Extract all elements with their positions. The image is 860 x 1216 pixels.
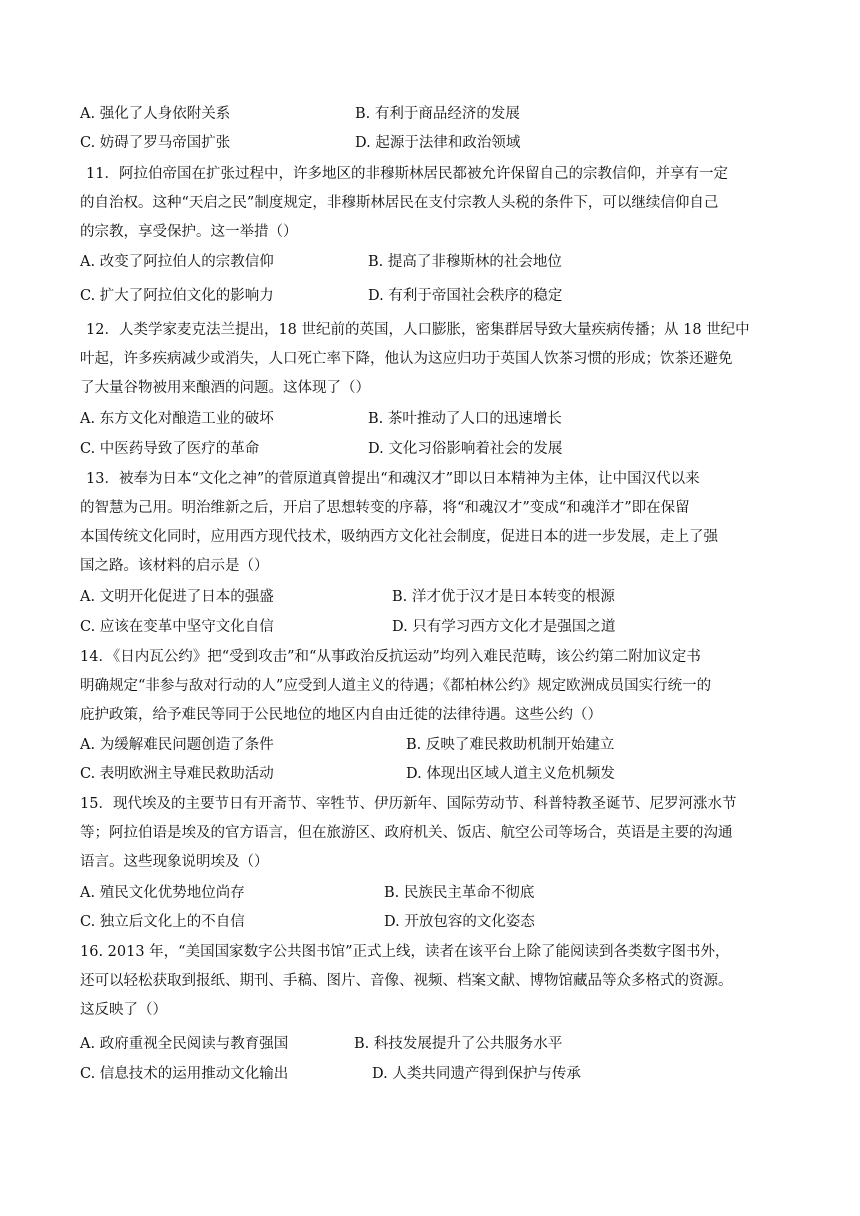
q16-option-b: B. 科技发展提升了公共服务水平 xyxy=(354,1036,563,1052)
q16-stem-line-3: 这反映了（） xyxy=(80,1002,167,1018)
q12-stem-line-2: 叶起，许多疾病减少或消失，人口死亡率下降，他认为这应归功于英国人饮茶习惯的形成；饮茶还避免 xyxy=(80,351,733,367)
q15-stem-line-3: 语言。这些现象说明埃及（） xyxy=(80,854,269,870)
q11-option-b: B. 提高了非穆斯林的社会地位 xyxy=(368,254,562,270)
q13-stem-line-3: 本国传统文化同时，应用西方现代技术，吸纳西方文化社会制度，促进日本的进一步发展，走上了强 xyxy=(80,529,718,545)
q11-option-d: D. 有利于帝国社会秩序的稳定 xyxy=(368,288,563,304)
q14-stem-line-3: 庇护政策，给予难民等同于公民地位的地区内自由迁徙的法律待遇。这些公约（） xyxy=(80,707,602,723)
q13-stem-line-4: 国之路。该材料的启示是（） xyxy=(80,558,269,574)
q12-option-d: D. 文化习俗影响着社会的发展 xyxy=(368,441,563,457)
q14-stem-line-2: 明确规定“非参与敌对行动的人”应受到人道主义的待遇；《都柏林公约》规定欧洲成员国实行统一的 xyxy=(80,678,712,694)
q10-option-b: B. 有利于商品经济的发展 xyxy=(355,106,520,122)
q16-stem-line-1: 16. 2013 年，“美国国家数字公共图书馆”正式上线，读者在该平台上除了能阅读到各类数字图书外， xyxy=(80,944,730,960)
q16-option-d: D. 人类共同遗产得到保护与传承 xyxy=(372,1066,581,1082)
q10-option-a: A. 强化了人身依附关系 xyxy=(80,106,231,122)
q12-option-a: A. 东方文化对酿造工业的破坏 xyxy=(80,411,274,427)
q10-option-d: D. 起源于法律和政治领域 xyxy=(355,135,521,151)
q13-option-c: C. 应该在变革中坚守文化自信 xyxy=(80,619,274,635)
q11-stem-line-2: 的自治权。这种“天启之民”制度规定，非穆斯林居民在支付宗教人头税的条件下，可以继续信仰自己 xyxy=(80,195,719,211)
q14-option-a: A. 为缓解难民问题创造了条件 xyxy=(80,737,274,753)
q14-stem-line-1: 14．《日内瓦公约》把“受到攻击”和“从事政治反抗运动”均列入难民范畴，该公约第二附加议定书 xyxy=(80,649,701,665)
q15-option-d: D. 开放包容的文化姿态 xyxy=(384,914,535,930)
q14-option-b: B. 反映了难民救助机制开始建立 xyxy=(406,737,615,753)
q15-option-c: C. 独立后文化上的不自信 xyxy=(80,914,245,930)
q12-option-c: C. 中医药导致了医疗的革命 xyxy=(80,441,260,457)
q12-stem-line-3: 了大量谷物被用来酿酒的问题。这体现了（） xyxy=(80,380,370,396)
q11-stem-line-1: 11．阿拉伯帝国在扩张过程中，许多地区的非穆斯林居民都被允许保留自己的宗教信仰，并享有一定 xyxy=(86,166,728,182)
q12-option-b: B. 茶叶推动了人口的迅速增长 xyxy=(368,411,562,427)
q13-option-d: D. 只有学习西方文化才是强国之道 xyxy=(392,619,616,635)
q12-stem-line-1: 12．人类学家麦克法兰提出，18 世纪前的英国，人口膨胀，密集群居导致大量疾病传播；从 18 世纪中 xyxy=(86,322,750,338)
q15-stem-line-2: 等；阿拉伯语是埃及的官方语言，但在旅游区、政府机关、饭店、航空公司等场合，英语是主要的沟通 xyxy=(80,825,733,841)
q10-option-c: C. 妨碍了罗马帝国扩张 xyxy=(80,135,231,151)
q13-stem-line-1: 13．被奉为日本“文化之神”的菅原道真曾提出“和魂汉才”即以日本精神为主体，让中国汉代以来 xyxy=(86,471,700,487)
q16-option-a: A. 政府重视全民阅读与教育强国 xyxy=(80,1036,289,1052)
q11-stem-line-3: 的宗教，享受保护。这一举措（） xyxy=(80,224,298,240)
q13-option-b: B. 洋才优于汉才是日本转变的根源 xyxy=(392,589,615,605)
q15-option-b: B. 民族民主革命不彻底 xyxy=(384,885,535,901)
q13-option-a: A. 文明开化促进了日本的强盛 xyxy=(80,589,274,605)
q11-option-a: A. 改变了阿拉伯人的宗教信仰 xyxy=(80,254,274,270)
q14-option-c: C. 表明欧洲主导难民救助活动 xyxy=(80,766,274,782)
q16-option-c: C. 信息技术的运用推动文化输出 xyxy=(80,1066,289,1082)
q11-option-c: C. 扩大了阿拉伯文化的影响力 xyxy=(80,288,274,304)
q16-stem-line-2: 还可以轻松获取到报纸、期刊、手稿、图片、音像、视频、档案文献、博物馆藏品等众多格式的资源。 xyxy=(80,973,733,989)
q15-option-a: A. 殖民文化优势地位尚存 xyxy=(80,885,245,901)
q13-stem-line-2: 的智慧为己用。明治维新之后，开启了思想转变的序幕，将“和魂汉才”变成“和魂洋才”即在保留 xyxy=(80,500,690,516)
q15-stem-line-1: 15．现代埃及的主要节日有开斋节、宰牲节、伊历新年、国际劳动节、科普特教圣诞节、尼罗河涨水节 xyxy=(80,796,737,812)
q14-option-d: D. 体现出区域人道主义危机频发 xyxy=(406,766,615,782)
